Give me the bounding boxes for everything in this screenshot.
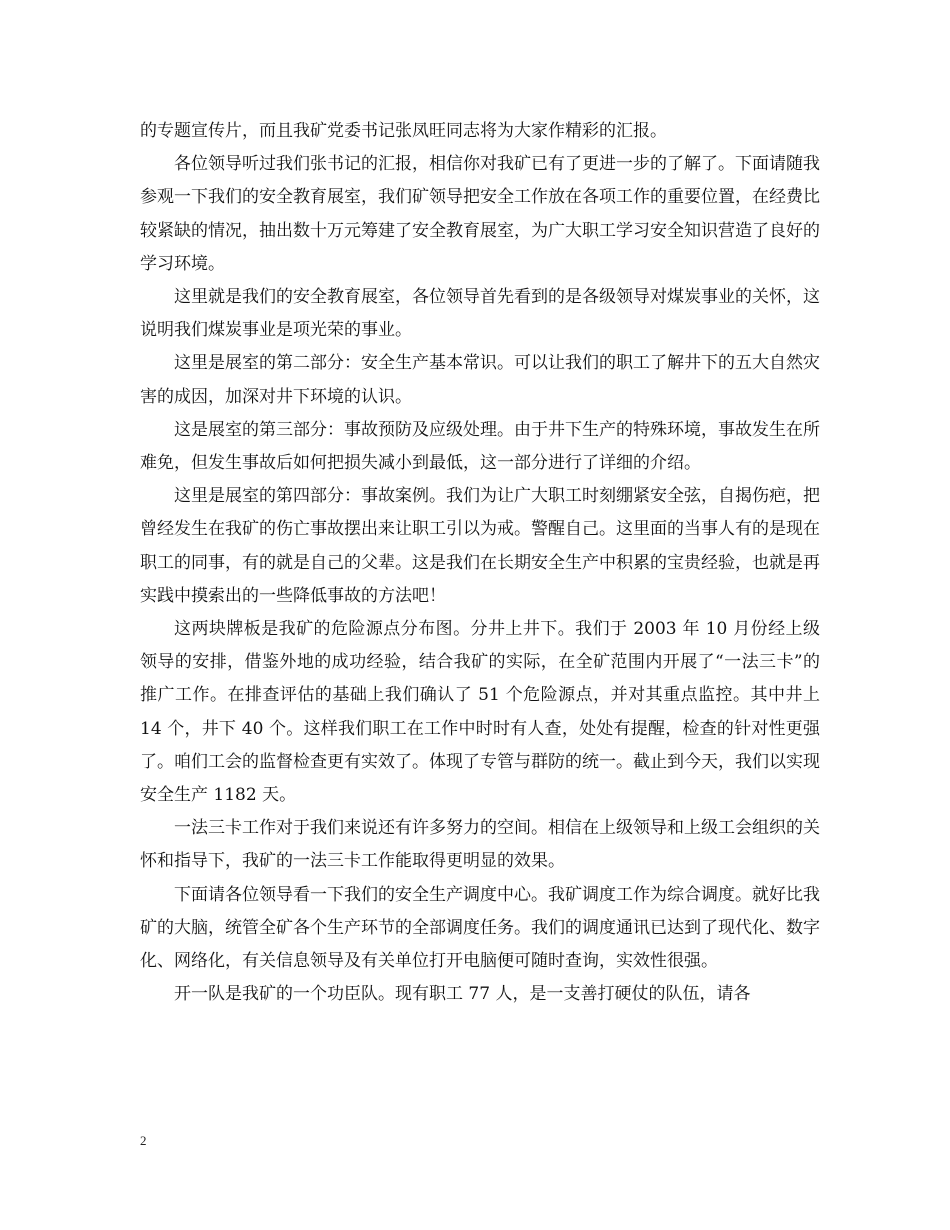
paragraph-6: 这里是展室的第四部分：事故案例。我们为让广大职工时刻绷紧安全弦，自揭伤疤，把曾经发生在我矿的伤亡事故摆出来让职工引以为戒。警醒自己。这里面的当事人有的是现在职工的同事，有的就是自己的父辈。这是我们在长期安全生产中积累的宝贵经验，也就是再实践中摸索出的一些降低事故的方法吧！	[140, 486, 820, 606]
paragraph-10: 开一队是我矿的一个功臣队。现有职工 77 人，是一支善打硬仗的队伍，请各	[174, 984, 751, 1005]
paragraph-3: 这里就是我们的安全教育展室，各位领导首先看到的是各级领导对煤炭事业的关怀，这说明我们煤炭事业是项光荣的事业。	[140, 287, 820, 341]
page-number: 2	[140, 1133, 147, 1148]
document-body	[140, 115, 820, 1011]
paragraph-1: 的专题宣传片，而且我矿党委书记张凤旺同志将为大家作精彩的汇报。	[140, 121, 667, 141]
paragraph-5: 这是展室的第三部分：事故预防及应级处理。由于井下生产的特殊环境，事故发生在所难免，但发生事故后如何把损失减小到最低，这一部分进行了详细的介绍。	[140, 419, 820, 474]
paragraph-7: 这两块牌板是我矿的危险源点分布图。分井上井下。我们于 2003 年 10 月份经上级领导的安排，借鉴外地的成功经验，结合我矿的实际，在全矿范围内开展了“一法三卡”的推广工作。在排查评估的基础上我们确认了 51 个危险源点，并对其重点监控。其中井上 14 个，井下 40 个。这样我们职工在工作中时时有人查，处处有提醒，检查的针对性更强了。咱们工会的监督检查更有实效了。体现了专管与群防的统一。截止到今天，我们以实现安全生产 1182 天。	[140, 619, 820, 806]
paragraph-9: 下面请各位领导看一下我们的安全生产调度中心。我矿调度工作为综合调度。就好比我矿的大脑，统管全矿各个生产环节的全部调度任务。我们的调度通讯已达到了现代化、数字化、网络化，有关信息领导及有关单位打开电脑便可随时查询，实效性很强。	[140, 884, 820, 972]
paragraph-8: 一法三卡工作对于我们来说还有许多努力的空间。相信在上级领导和上级工会组织的关怀和指导下，我矿的一法三卡工作能取得更明显的效果。	[140, 818, 820, 872]
paragraph-4: 这里是展室的第二部分：安全生产基本常识。可以让我们的职工了解井下的五大自然灾害的成因，加深对井下环境的认识。	[140, 353, 820, 407]
paragraph-2: 各位领导听过我们张书记的汇报，相信你对我矿已有了更进一步的了解了。下面请随我参观一下我们的安全教育展室，我们矿领导把安全工作放在各项工作的重要位置，在经费比较紧缺的情况，抽出数十万元筹建了安全教育展室，为广大职工学习安全知识营造了良好的学习环境。	[140, 154, 820, 274]
